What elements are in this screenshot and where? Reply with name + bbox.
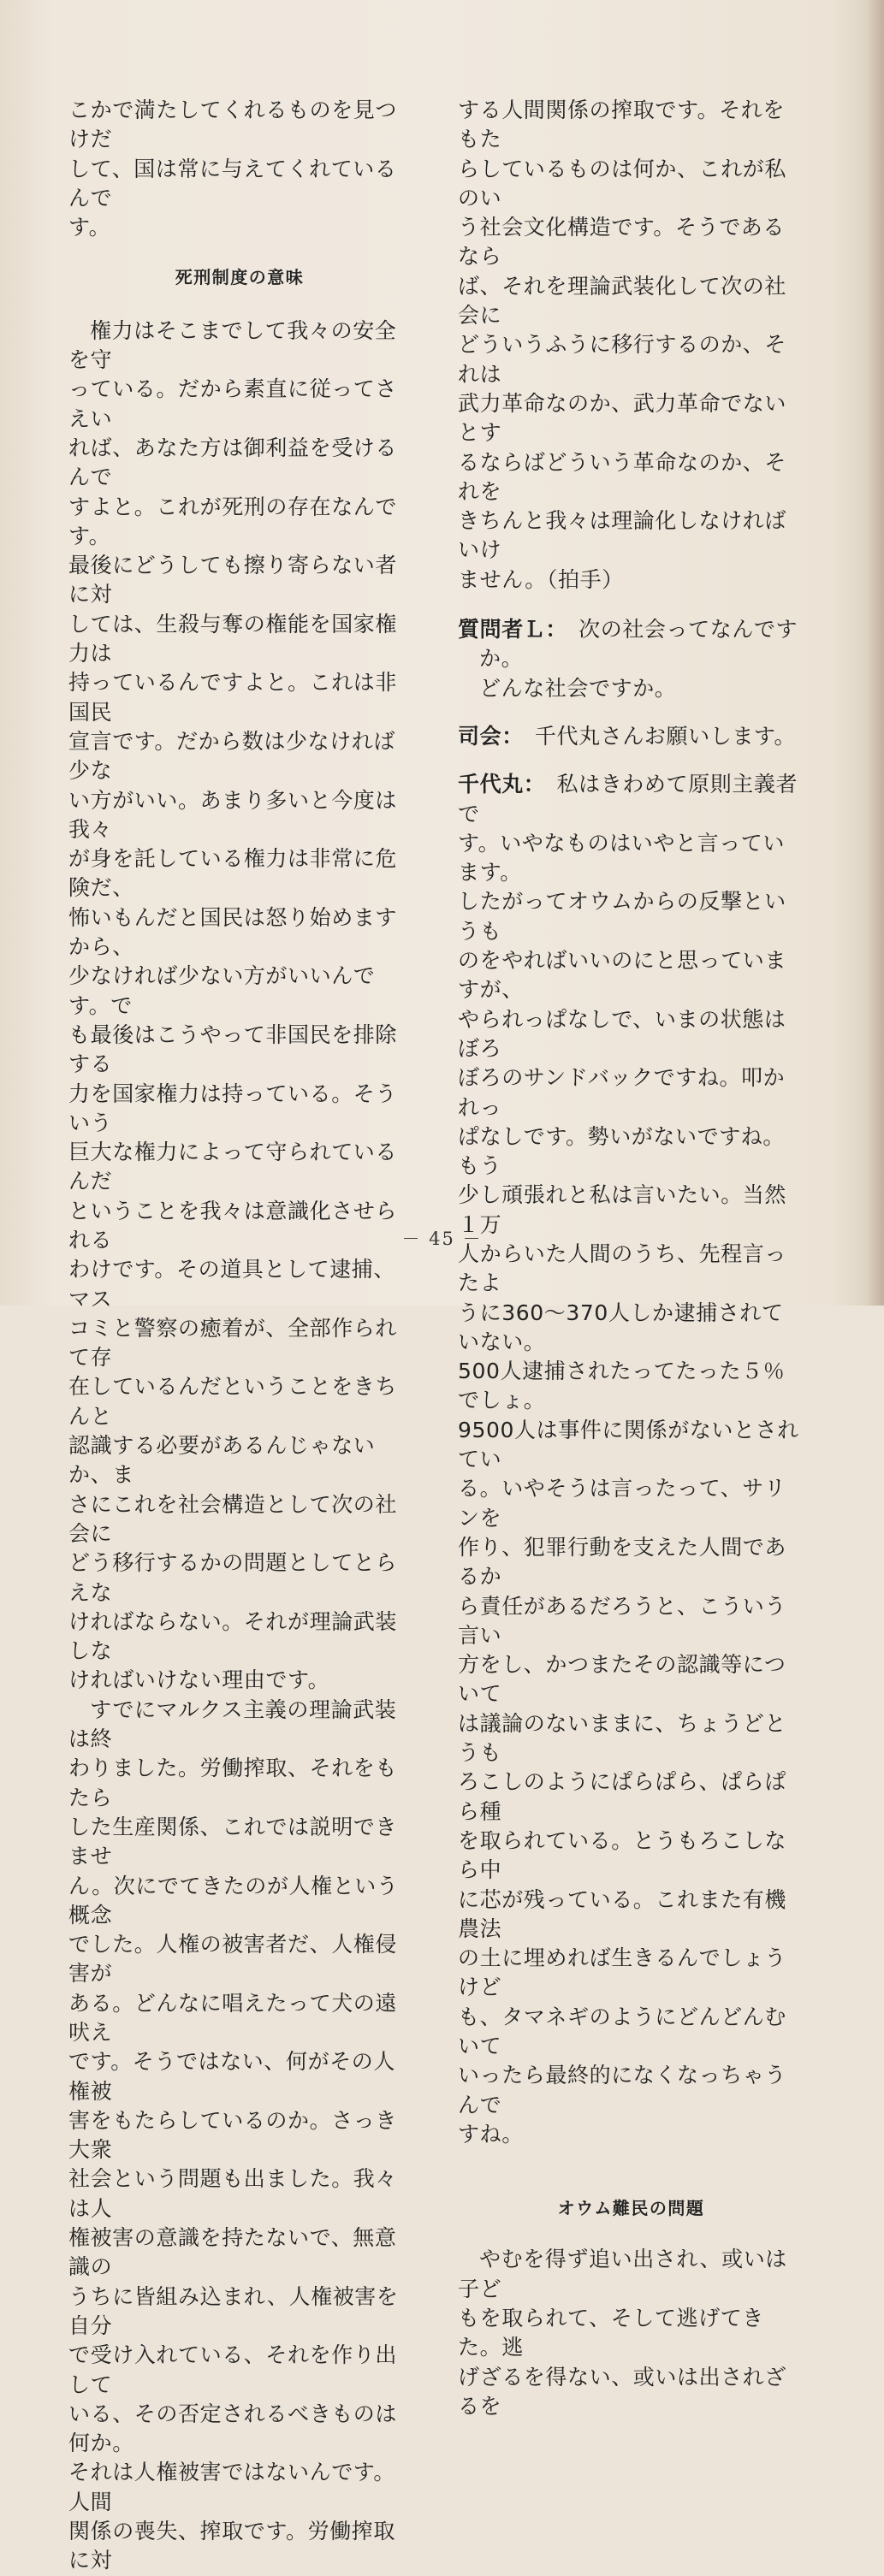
body-paragraph: やむを得ず追い出され、或いは子ど もを取られて、そして逃げてきた。逃 げざるを得ない、或いは出されざるを [458,2247,787,2419]
speech [458,615,804,703]
chiyomaru-block [458,770,804,2149]
left-column [68,96,411,2576]
moderator-block [458,722,804,751]
speech-text: 私はきわめて原則主義者で す。いやなものはいやと言っています。 したがってオウムからの反撃というも のをやればいいのにと思っていますが、 やられっぱなしで、いまの状態はぼろ ぼろのサンドバックですね。叩かれっ ぱなしです。勢いがないですね。もう 少し頑張れと私は言いたい。当然１万 人からいた人間のうち、先程言ったよ うに360〜370人しか逮捕されていない。 500人逮捕されたってたった５％でしょ。 9500人は事件に関係がないとされてい る。いやそうは言ったって、サリンを 作り、犯罪行動を支えた人間であるか ら責任があるだろうと、こういう言い 方をし、かつまたその認識等について は議論のないままに、ちょうどとうも ろこしのようにぱらぱら、ぱらぱら種 を取られている。とうもろこしなら中 に芯が残っている。これまた有機農法 の土に埋めれば生きるんでしょうけど も、タマネギのようにどんどんむいて いったら最終的になくなっちゃうんで すね。 [458,772,799,2147]
right-column [458,96,804,2421]
speech-text: 千代丸さんお願いします。 [513,723,797,749]
speaker-name: 質問者Ｌ： [458,617,557,643]
speech [458,722,804,751]
speaker-name: 司会： [458,723,513,749]
intro-paragraph: こかで満たしてくれるものを見つけだ して、国は常に与えてくれているんで す。 [68,98,398,240]
speech [458,770,804,2149]
speech-text: 次の社会ってなんですか。 どんな社会ですか。 [479,617,798,701]
body-paragraph: すでにマルクス主義の理論武装は終 わりました。労働搾取、それをもたら した生産関係、これでは説明できませ ん。次にでてきたのが人権という概念 でした。人権の被害者だ、人権侵害が ある。どんなに唱えたって犬の遠吠え です。そうではない、何がその人権被 害をもたらしているのか。さっき大衆 社会という問題も出ました。我々は人 権被害の意識を持たないで、無意識の うちに皆組み込まれ、人権被害を自分 で受け入れている、それを作り出して いる、その否定されるべきものは何か。 それは人権被害ではないんです。人間 関係の喪失、搾取です。労働搾取に対 [68,1697,399,2573]
body-paragraph: 権力はそこまでして我々の安全を守 っている。だから素直に従ってさえい れば、あなた方は御利益を受けるんで すよと。これが死刑の存在なんです。 最後にどうしても擦り寄らない者に対 しては、生殺与奪の権能を国家権力は 持っているんですよと。これは非国民 宣言です。だから数は少なければ少な い方がいい。あまり多いと今度は我々 が身を託している権力は非常に危険だ、 怖いもんだと国民は怒り始めますから、 少なければ少ない方がいいんです。で も最後はこうやって非国民を排除する 力を国家権力は持っている。そういう 巨大な権力によって守られているんだ ということを我々は意識化させられる わけです。その道具として逮捕、マス コミと警察の癒着が、全部作られて存 在しているんだということをきちんと 認識する必要があるんじゃないか、ま さにこれを社会構造として次の社会に どう移行するかの問題としてとらえな ければならない。それが理論武装しな ければいけない理由です。 [68,317,398,1693]
speaker-name: 千代丸： [458,772,535,797]
body-paragraph: する人間関係の搾取です。それをもた らしているものは何か、これが私のい う社会文化構造です。そうであるなら ば、それを理論武装化して次の社会に どういうふうに移行するのか、それは 武力革命なのか、武力革命でないとす るならばどういう革命なのか、それを きちんと我々は理論化しなければいけ ません。（拍手） [458,98,787,592]
section-heading-death-penalty: 死刑制度の意味 [175,267,305,288]
page-number: － 45 － [401,1229,483,1249]
section-heading-aum-refugees: オウム難民の問題 [557,2198,705,2219]
page-edge-shadow [865,0,884,1306]
questioner-block [458,615,804,703]
